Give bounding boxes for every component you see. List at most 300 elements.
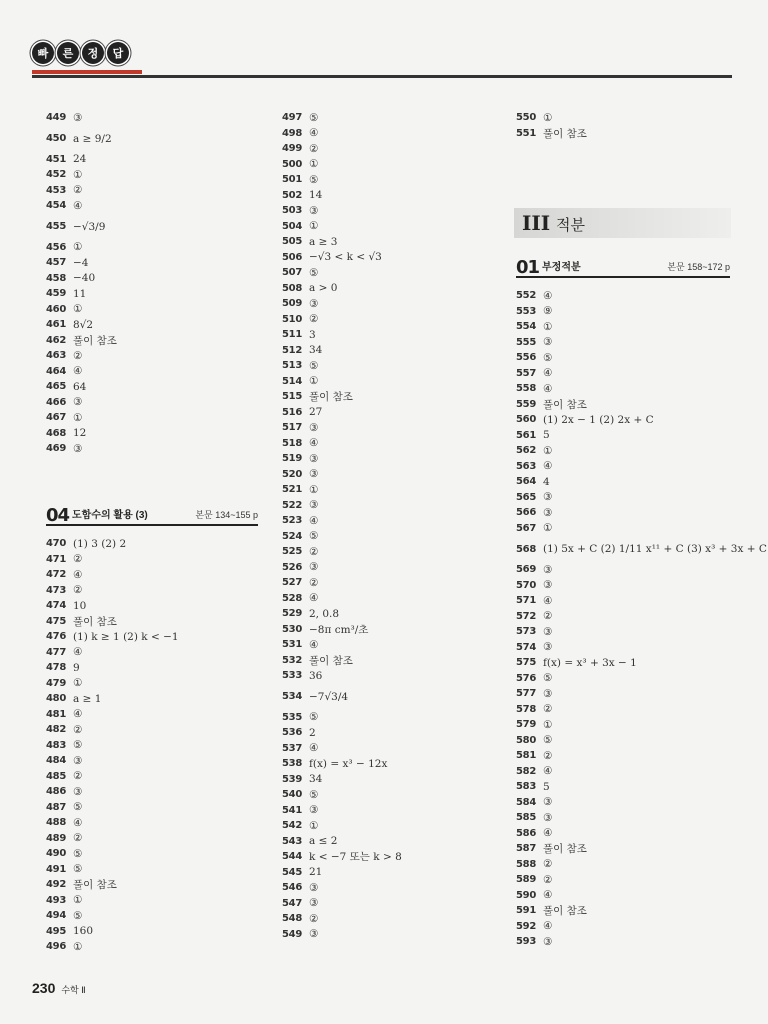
answer-text: ③ xyxy=(543,641,553,654)
problem-number: 455 xyxy=(46,221,66,232)
answer-text: ② xyxy=(543,610,553,623)
answer-item xyxy=(46,348,117,364)
answer-item xyxy=(46,567,179,583)
answer-text: 풀이 참조 xyxy=(73,615,117,628)
answer-item xyxy=(282,880,402,896)
answer-item xyxy=(282,637,402,653)
answer-item xyxy=(516,733,767,749)
answer-item xyxy=(282,911,402,927)
answer-text: 36 xyxy=(309,669,323,682)
page-footer xyxy=(32,980,86,996)
problem-number: 515 xyxy=(282,391,302,403)
subject-name: 수학 Ⅱ xyxy=(61,985,86,995)
badge-char: 빠 xyxy=(32,42,54,64)
answer-item xyxy=(516,857,767,873)
answer-item xyxy=(282,849,402,865)
problem-number: 483 xyxy=(46,739,66,751)
problem-number: 458 xyxy=(46,272,66,284)
answer-item xyxy=(282,157,402,173)
problem-number: 546 xyxy=(282,882,302,894)
answer-item xyxy=(46,691,179,707)
problem-number: 489 xyxy=(46,832,66,844)
answer-text: ⑤ xyxy=(73,739,83,752)
answer-item xyxy=(516,490,767,506)
answer-item xyxy=(46,707,179,723)
problem-number: 498 xyxy=(282,127,302,139)
answer-text: 2 xyxy=(309,726,316,739)
answer-item xyxy=(282,374,402,390)
answer-item xyxy=(282,451,402,467)
problem-number: 578 xyxy=(516,703,536,715)
problem-number: 567 xyxy=(516,522,536,534)
answer-text: −8π cm³/초 xyxy=(309,623,369,636)
answer-text: ⑤ xyxy=(543,672,553,685)
answer-text: ④ xyxy=(543,827,553,840)
answer-text: f(x) = x³ − 12x xyxy=(309,757,388,770)
problem-number: 453 xyxy=(46,184,66,196)
answer-item xyxy=(516,764,767,780)
answer-text: ② xyxy=(73,349,83,362)
answer-text: ① xyxy=(309,819,319,832)
problem-number: 480 xyxy=(46,693,66,705)
problem-number: 511 xyxy=(282,329,302,341)
problem-number: 464 xyxy=(46,365,66,377)
answer-text: ① xyxy=(73,894,83,907)
answer-text: 5 xyxy=(543,780,550,793)
answer-item xyxy=(516,888,767,904)
answer-text: 8√2 xyxy=(73,318,94,331)
answer-text: ④ xyxy=(73,816,83,829)
answer-item xyxy=(282,622,402,638)
problem-number: 538 xyxy=(282,758,302,770)
answer-item xyxy=(46,379,117,395)
problem-number: 481 xyxy=(46,708,66,720)
answer-text: ③ xyxy=(543,687,553,700)
problem-number: 506 xyxy=(282,251,302,263)
problem-number: 499 xyxy=(282,143,302,155)
problem-number: 526 xyxy=(282,561,302,573)
answer-text: 풀이 참조 xyxy=(543,905,587,918)
answer-item xyxy=(46,722,179,738)
answer-text: ④ xyxy=(73,568,83,581)
problem-number: 461 xyxy=(46,319,66,331)
answer-text: ① xyxy=(73,411,83,424)
problem-number: 536 xyxy=(282,727,302,739)
answer-item xyxy=(46,317,117,333)
answer-text: ① xyxy=(309,158,319,171)
title-badges xyxy=(32,42,129,64)
problem-number: 593 xyxy=(516,936,536,948)
answer-text: ④ xyxy=(73,646,83,659)
answer-item xyxy=(46,271,117,287)
problem-number: 549 xyxy=(282,928,302,940)
answer-text: ③ xyxy=(309,928,319,941)
answer-item xyxy=(282,389,402,405)
page-number: 230 xyxy=(32,980,56,996)
answer-text: 풀이 참조 xyxy=(543,127,587,140)
answer-item xyxy=(282,188,402,204)
answer-item xyxy=(516,366,767,382)
problem-number: 513 xyxy=(282,360,302,372)
answer-text: ④ xyxy=(73,199,83,212)
answer-text: ① xyxy=(543,111,553,124)
answer-item xyxy=(516,505,767,521)
answer-item xyxy=(282,281,402,297)
answer-item xyxy=(516,335,767,351)
answer-item xyxy=(516,428,767,444)
problem-number: 570 xyxy=(516,579,536,591)
answer-item xyxy=(282,327,402,343)
problem-number: 543 xyxy=(282,835,302,847)
answer-text: ③ xyxy=(543,491,553,504)
answer-text: ④ xyxy=(309,742,319,755)
problem-number: 554 xyxy=(516,321,536,333)
answer-text: ⑤ xyxy=(73,863,83,876)
answer-item xyxy=(46,167,117,183)
answer-text: ⑤ xyxy=(309,711,319,724)
answer-text: ④ xyxy=(309,437,319,450)
problem-number: 522 xyxy=(282,499,302,511)
problem-number: 542 xyxy=(282,820,302,832)
answer-item xyxy=(46,395,117,411)
answer-item xyxy=(516,126,587,142)
answer-text: ① xyxy=(543,320,553,333)
answer-item xyxy=(46,333,117,349)
answer-text: ③ xyxy=(73,111,83,124)
problem-number: 473 xyxy=(46,584,66,596)
page-header xyxy=(32,40,732,80)
answer-item xyxy=(282,498,402,514)
answer-item xyxy=(46,214,117,240)
answer-item xyxy=(46,800,179,816)
answer-item xyxy=(282,436,402,452)
answer-item xyxy=(282,126,402,142)
problem-number: 540 xyxy=(282,789,302,801)
problem-number: 530 xyxy=(282,623,302,635)
problem-number: 527 xyxy=(282,577,302,589)
answer-item xyxy=(46,198,117,214)
problem-number: 502 xyxy=(282,189,302,201)
section-number: 01 xyxy=(516,257,540,278)
answer-text: 풀이 참조 xyxy=(309,654,353,667)
answer-item xyxy=(46,410,117,426)
answer-item xyxy=(282,668,402,684)
answer-text: ② xyxy=(543,858,553,871)
problem-number: 569 xyxy=(516,564,536,576)
problem-number: 537 xyxy=(282,742,302,754)
problem-number: 466 xyxy=(46,396,66,408)
problem-number: 528 xyxy=(282,592,302,604)
answer-text: 14 xyxy=(309,189,323,202)
answer-text: −4 xyxy=(73,256,89,269)
problem-number: 521 xyxy=(282,484,302,496)
answer-item xyxy=(46,426,117,442)
answer-column-1b xyxy=(46,536,179,955)
answer-item xyxy=(46,846,179,862)
problem-number: 474 xyxy=(46,600,66,612)
problem-number: 500 xyxy=(282,158,302,170)
problem-number: 547 xyxy=(282,897,302,909)
problem-number: 467 xyxy=(46,412,66,424)
answer-item xyxy=(282,529,402,545)
answer-text: ③ xyxy=(543,506,553,519)
problem-number: 470 xyxy=(46,538,66,550)
answer-item xyxy=(516,655,767,671)
problem-number: 588 xyxy=(516,858,536,870)
answer-item xyxy=(46,183,117,199)
problem-number: 561 xyxy=(516,429,536,441)
problem-number: 503 xyxy=(282,205,302,217)
answer-item xyxy=(46,784,179,800)
answer-item xyxy=(282,467,402,483)
problem-number: 592 xyxy=(516,920,536,932)
problem-number: 462 xyxy=(46,334,66,346)
answer-item xyxy=(46,753,179,769)
problem-number: 560 xyxy=(516,414,536,426)
answer-text: ③ xyxy=(543,625,553,638)
answer-item xyxy=(282,513,402,529)
problem-number: 563 xyxy=(516,460,536,472)
answer-item xyxy=(46,302,117,318)
answer-item xyxy=(282,250,402,266)
problem-number: 548 xyxy=(282,913,302,925)
answer-text: ④ xyxy=(73,708,83,721)
answer-item xyxy=(282,865,402,881)
answer-text: ② xyxy=(73,553,83,566)
problem-number: 573 xyxy=(516,626,536,638)
answer-text: ③ xyxy=(309,297,319,310)
problem-number: 555 xyxy=(516,336,536,348)
answer-item xyxy=(46,614,179,630)
problem-number: 535 xyxy=(282,711,302,723)
answer-item xyxy=(46,908,179,924)
problem-number: 476 xyxy=(46,631,66,643)
answer-text: ② xyxy=(309,576,319,589)
problem-number: 463 xyxy=(46,350,66,362)
answer-item xyxy=(282,803,402,819)
answer-text: ③ xyxy=(543,579,553,592)
problem-number: 501 xyxy=(282,174,302,186)
header-accent-line xyxy=(32,70,142,74)
answer-text: ① xyxy=(73,168,83,181)
answer-item xyxy=(282,591,402,607)
header-rule xyxy=(32,75,732,78)
problem-number: 564 xyxy=(516,476,536,488)
answer-item xyxy=(46,255,117,271)
problem-number: 475 xyxy=(46,615,66,627)
answer-text: ③ xyxy=(73,785,83,798)
answer-text: ② xyxy=(309,545,319,558)
answer-column-3a xyxy=(516,110,587,141)
problem-number: 449 xyxy=(46,112,66,124)
answer-item xyxy=(46,877,179,893)
answer-text: ⑤ xyxy=(73,801,83,814)
answer-text: ⑤ xyxy=(309,173,319,186)
answer-item xyxy=(282,203,402,219)
answer-item xyxy=(282,110,402,126)
answer-item xyxy=(516,319,767,335)
answer-text: ⑤ xyxy=(73,909,83,922)
answer-item xyxy=(282,927,402,943)
answer-text: ③ xyxy=(73,754,83,767)
answer-item xyxy=(282,772,402,788)
answer-item xyxy=(516,795,767,811)
answer-item xyxy=(282,482,402,498)
problem-number: 575 xyxy=(516,657,536,669)
answer-text: ② xyxy=(73,832,83,845)
answer-item xyxy=(516,521,767,537)
answer-text: ⑤ xyxy=(543,351,553,364)
problem-number: 586 xyxy=(516,827,536,839)
problem-number: 456 xyxy=(46,241,66,253)
answer-text: ① xyxy=(309,375,319,388)
answer-item xyxy=(46,645,179,661)
answer-item xyxy=(282,741,402,757)
problem-number: 460 xyxy=(46,303,66,315)
answer-item xyxy=(516,640,767,656)
problem-number: 491 xyxy=(46,863,66,875)
problem-number: 517 xyxy=(282,422,302,434)
answer-text: 64 xyxy=(73,380,87,393)
problem-number: 579 xyxy=(516,719,536,731)
problem-number: 531 xyxy=(282,639,302,651)
answer-item xyxy=(282,725,402,741)
problem-number: 486 xyxy=(46,786,66,798)
answer-text: ③ xyxy=(309,468,319,481)
answer-text: ② xyxy=(309,142,319,155)
answer-item xyxy=(282,265,402,281)
answer-item xyxy=(282,834,402,850)
problem-number: 497 xyxy=(282,112,302,124)
problem-number: 576 xyxy=(516,672,536,684)
problem-number: 580 xyxy=(516,734,536,746)
answer-item xyxy=(282,560,402,576)
answer-text: 21 xyxy=(309,866,323,879)
answer-text: 24 xyxy=(73,153,87,166)
answer-text: ④ xyxy=(543,765,553,778)
problem-number: 582 xyxy=(516,765,536,777)
answer-item xyxy=(46,939,179,955)
answer-item xyxy=(46,441,117,457)
answer-item xyxy=(282,234,402,250)
answer-text: ② xyxy=(543,873,553,886)
answer-item xyxy=(516,474,767,490)
problem-number: 525 xyxy=(282,546,302,558)
answer-text: ⑤ xyxy=(309,111,319,124)
problem-number: 484 xyxy=(46,755,66,767)
answer-text: ④ xyxy=(543,594,553,607)
chapter-title: 적분 xyxy=(556,217,585,234)
answer-text: ⑨ xyxy=(543,305,553,318)
answer-item xyxy=(516,826,767,842)
answer-item xyxy=(46,240,117,256)
answer-text: (1) k ≥ 1 (2) k < −1 xyxy=(73,630,179,643)
section-page-ref: 본문 158~172 p xyxy=(667,262,730,272)
answer-text: 34 xyxy=(309,773,323,786)
answer-item xyxy=(516,304,767,320)
problem-number: 452 xyxy=(46,169,66,181)
answer-text: ③ xyxy=(309,204,319,217)
problem-number: 451 xyxy=(46,153,66,165)
answer-item xyxy=(46,126,117,152)
answer-item xyxy=(282,420,402,436)
problem-number: 454 xyxy=(46,200,66,212)
chapter-roman: III xyxy=(522,211,551,235)
answer-item xyxy=(46,598,179,614)
answer-text: ③ xyxy=(73,442,83,455)
answer-text: ① xyxy=(73,303,83,316)
answer-text: ⑤ xyxy=(309,359,319,372)
answer-item xyxy=(282,787,402,803)
answer-text: 풀이 참조 xyxy=(73,879,117,892)
problem-number: 485 xyxy=(46,770,66,782)
answer-item xyxy=(516,609,767,625)
answer-item xyxy=(282,575,402,591)
answer-item xyxy=(46,893,179,909)
answer-item xyxy=(46,815,179,831)
answer-item xyxy=(46,676,179,692)
answer-text: ③ xyxy=(309,804,319,817)
answer-item xyxy=(516,779,767,795)
problem-number: 516 xyxy=(282,406,302,418)
answer-text: ③ xyxy=(309,499,319,512)
problem-number: 591 xyxy=(516,905,536,917)
problem-number: 584 xyxy=(516,796,536,808)
problem-number: 559 xyxy=(516,398,536,410)
answer-item xyxy=(516,872,767,888)
problem-number: 514 xyxy=(282,375,302,387)
answer-text: 풀이 참조 xyxy=(543,843,587,856)
answer-item xyxy=(516,702,767,718)
problem-number: 557 xyxy=(516,367,536,379)
section-page-ref: 본문 134~155 p xyxy=(195,510,258,520)
answer-item xyxy=(46,862,179,878)
answer-item xyxy=(46,831,179,847)
answer-text: ④ xyxy=(543,382,553,395)
problem-number: 471 xyxy=(46,553,66,565)
answer-text: 10 xyxy=(73,599,87,612)
answer-item xyxy=(46,364,117,380)
answer-column-2 xyxy=(282,110,402,942)
problem-number: 492 xyxy=(46,879,66,891)
answer-item xyxy=(516,686,767,702)
problem-number: 459 xyxy=(46,288,66,300)
answer-text: ④ xyxy=(309,592,319,605)
answer-item xyxy=(46,110,117,126)
answer-item xyxy=(516,350,767,366)
section-number: 04 xyxy=(46,505,70,526)
problem-number: 556 xyxy=(516,352,536,364)
answer-text: ⑤ xyxy=(309,788,319,801)
answer-item xyxy=(46,660,179,676)
answer-text: −√3 < k < √3 xyxy=(309,251,382,264)
answer-item xyxy=(282,343,402,359)
answer-column-3b xyxy=(516,288,767,950)
answer-text: a > 0 xyxy=(309,282,338,295)
problem-number: 565 xyxy=(516,491,536,503)
answer-item xyxy=(516,288,767,304)
answer-text: 12 xyxy=(73,427,87,440)
problem-number: 518 xyxy=(282,437,302,449)
problem-number: 495 xyxy=(46,925,66,937)
answer-text: ④ xyxy=(309,514,319,527)
problem-number: 505 xyxy=(282,236,302,248)
answer-text: a ≥ 3 xyxy=(309,235,338,248)
answer-text: a ≤ 2 xyxy=(309,835,338,848)
answer-item xyxy=(516,903,767,919)
answer-text: ③ xyxy=(309,421,319,434)
answer-item xyxy=(282,606,402,622)
